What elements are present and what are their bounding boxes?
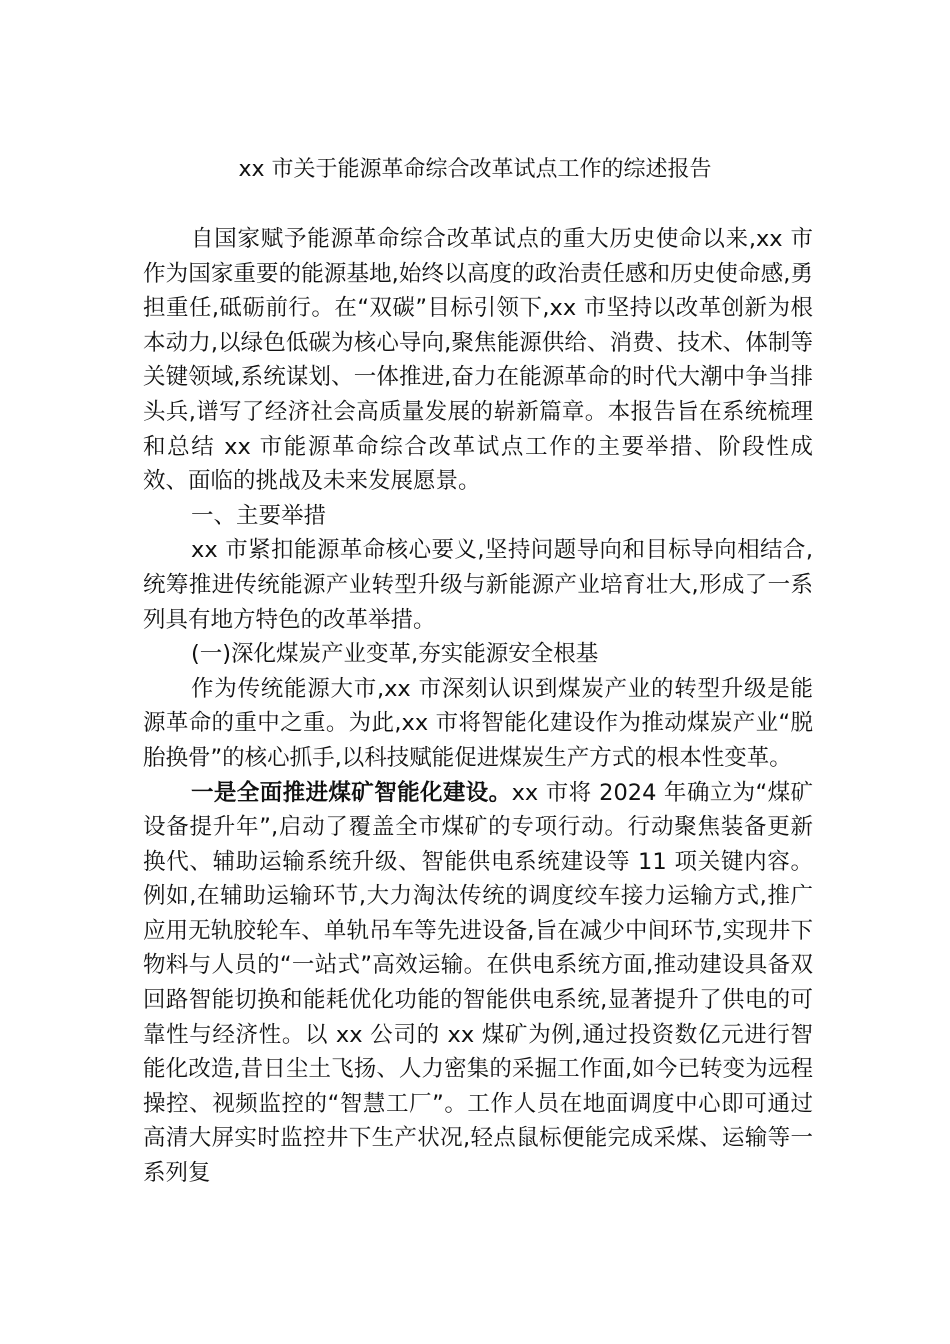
smart-mining-text: xx 市将 2024 年确立为“煤矿设备提升年”,启动了覆盖全市煤矿的专项行动。行动聚焦装备更新换代、辅助运输系统升级、智能供电系统建设等 11 项关键内容。例如,在辅助运输环节,大力淘汰传统的调度绞车接力运输方式,推广应用无轨胶轮车、单轨吊车等先进设备,旨在减少中间环节,实现井下物料与人员的“一站式”高效运输。在供电系统方面,推动建设具备双回路智能切换和能耗优化功能的智能供电系统,显著提升了供电的可靠性与经济性。以 xx 公司的 xx 煤矿为例,通过投资数亿元进行智能化改造,昔日尘土飞扬、人力密集的采掘工作面,如今已转变为远程操控、视频监控的“智慧工厂”。工作人员在地面调度中心即可通过高清大屏实时监控井下生产状况,轻点鼠标便能完成采煤、运输等一系列复 [143, 779, 813, 1187]
document-title: xx 市关于能源革命综合改革试点工作的综述报告 [238, 157, 712, 182]
smart-mining-paragraph [143, 776, 813, 1191]
smart-mining-lead: 一是全面推进煤矿智能化建设。 [191, 779, 512, 806]
intro-paragraph: 自国家赋予能源革命综合改革试点的重大历史使命以来,xx 市作为国家重要的能源基地,始终以高度的政治责任感和历史使命感,勇担重任,砥砺前行。在“双碳”目标引领下,xx 市坚持以改革创新为根本动力,以绿色低碳为核心导向,聚焦能源供给、消费、技术、体制等关键领域,系统谋划、一体推进,奋力在能源革命的时代大潮中争当排头兵,谱写了经济社会高质量发展的崭新篇章。本报告旨在系统梳理和总结 xx 市能源革命综合改革试点工作的主要举措、阶段性成效、面临的挑战及未来发展愿景。 [143, 226, 813, 495]
document-body [143, 222, 813, 1191]
subsection-heading-coal-industry: (一)深化煤炭产业变革,夯实能源安全根基 [191, 641, 599, 668]
coal-industry-paragraph: 作为传统能源大市,xx 市深刻认识到煤炭产业的转型升级是能源革命的重中之重。为此,xx 市将智能化建设作为推动煤炭产业“脱胎换骨”的核心抓手,以科技赋能促进煤炭生产方式的根本性变革。 [143, 675, 813, 771]
main-measures-paragraph: xx 市紧扣能源革命核心要义,坚持问题导向和目标导向相结合,统筹推进传统能源产业转型升级与新能源产业培育壮大,形成了一系列具有地方特色的改革举措。 [143, 537, 813, 633]
section-heading-main-measures: 一、主要举措 [191, 502, 327, 529]
